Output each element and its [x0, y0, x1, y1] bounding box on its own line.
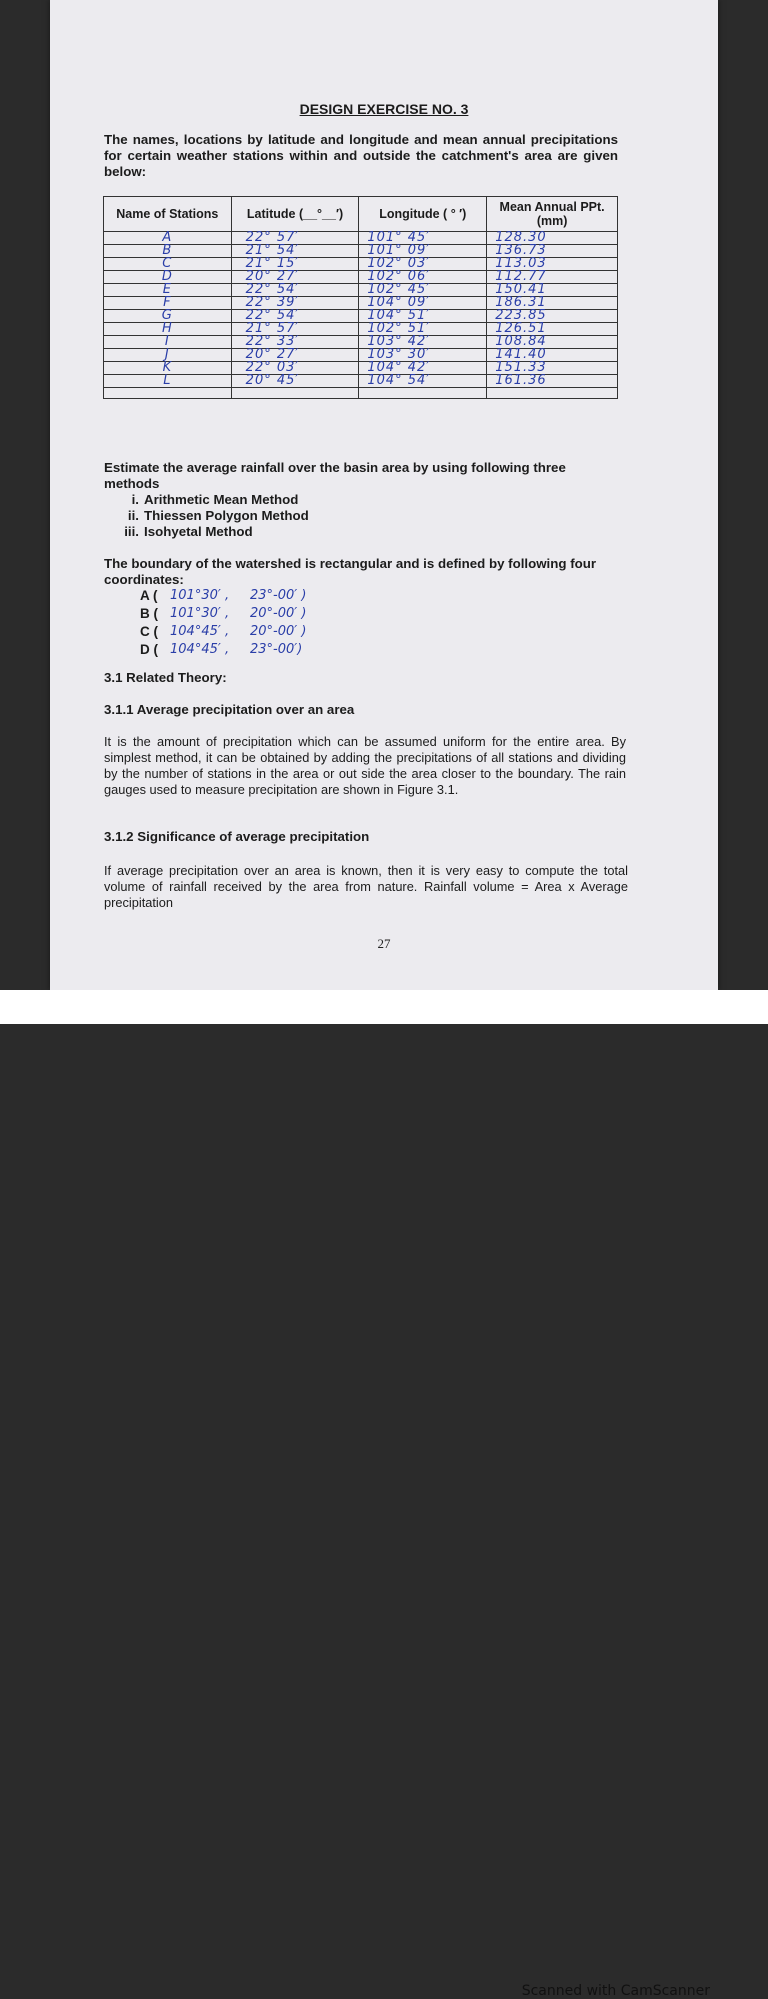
mean-ppt-cell: 136.73 — [487, 245, 618, 258]
section-heading-3-1-1: 3.1.1 Average precipitation over an area — [104, 702, 355, 717]
header-longitude: Longitude ( ° ′) — [359, 197, 487, 232]
station-name-cell: H — [104, 323, 232, 336]
stations-table — [103, 196, 618, 399]
coordinate-row — [140, 588, 440, 606]
list-label: Thiessen Polygon Method — [144, 508, 309, 523]
latitude-cell: 22° 54′ — [231, 284, 359, 297]
coordinate-lon: 101°30′ , — [170, 588, 230, 603]
latitude-cell: 22° 39′ — [231, 297, 359, 310]
table-cell — [359, 388, 487, 399]
station-name-cell: F — [104, 297, 232, 310]
mean-ppt-cell: 150.41 — [487, 284, 618, 297]
list-item — [104, 524, 309, 540]
table-row — [104, 375, 618, 388]
header-latitude: Latitude (__°__′) — [231, 197, 359, 232]
mean-ppt-cell: 128.30 — [487, 232, 618, 245]
station-name-cell: B — [104, 245, 232, 258]
mean-ppt-cell: 126.51 — [487, 323, 618, 336]
coordinate-label: D ( — [140, 642, 158, 657]
table-row-blank — [104, 388, 618, 399]
scanner-watermark: Scanned with CamScanner — [521, 1983, 710, 1999]
longitude-cell: 102° 45′ — [359, 284, 487, 297]
table-cell — [487, 388, 618, 399]
list-label: Isohyetal Method — [144, 524, 253, 539]
table-cell — [231, 388, 359, 399]
methods-list — [104, 492, 309, 540]
mean-ppt-cell: 108.84 — [487, 336, 618, 349]
coordinate-lon: 101°30′ , — [170, 606, 230, 621]
station-name-cell: L — [104, 375, 232, 388]
coordinates-list — [140, 588, 440, 660]
latitude-cell: 20° 45′ — [231, 375, 359, 388]
latitude-cell: 21° 57′ — [231, 323, 359, 336]
list-item — [104, 492, 309, 508]
station-name-cell: A — [104, 232, 232, 245]
list-number: iii. — [124, 524, 139, 539]
longitude-cell: 102° 51′ — [359, 323, 487, 336]
station-name-cell: I — [104, 336, 232, 349]
table-cell — [104, 388, 232, 399]
boundary-paragraph: The boundary of the watershed is rectangular and is defined by following four coordinates: — [104, 556, 597, 587]
coordinate-row — [140, 642, 440, 660]
coordinate-row — [140, 606, 440, 624]
station-name-cell: D — [104, 271, 232, 284]
section-heading-3-1: 3.1 Related Theory: — [104, 670, 227, 685]
list-label: Arithmetic Mean Method — [144, 492, 299, 507]
mean-ppt-cell: 151.33 — [487, 362, 618, 375]
longitude-cell: 101° 45′ — [359, 232, 487, 245]
document-page — [50, 0, 718, 990]
longitude-cell: 103° 30′ — [359, 349, 487, 362]
station-name-cell: E — [104, 284, 232, 297]
longitude-cell: 104° 51′ — [359, 310, 487, 323]
header-station-name: Name of Stations — [104, 197, 232, 232]
longitude-cell: 104° 54′ — [359, 375, 487, 388]
coordinate-lat: 20°-00′ ) — [250, 606, 307, 621]
paragraph-3-1-1: It is the amount of precipitation which can be assumed uniform for the entire area. By simplest method, it can be obtained by adding the precipitations of all stations and dividing by the number of stations in the area or out side the area closer to the boundary. The rain gauges used to measure precipitation are shown in Figure 3.1. — [104, 734, 626, 797]
page-number: 27 — [377, 936, 391, 951]
page-title: DESIGN EXERCISE NO. 3 — [299, 101, 469, 117]
scanner-footer — [0, 990, 768, 1999]
latitude-cell: 22° 33′ — [231, 336, 359, 349]
mean-ppt-cell: 141.40 — [487, 349, 618, 362]
mean-ppt-cell: 186.31 — [487, 297, 618, 310]
latitude-cell: 22° 03′ — [231, 362, 359, 375]
longitude-cell: 102° 06′ — [359, 271, 487, 284]
list-item — [104, 508, 309, 524]
latitude-cell: 20° 27′ — [231, 349, 359, 362]
header-mean-ppt: Mean Annual PPt. (mm) — [487, 197, 618, 232]
longitude-cell: 104° 09′ — [359, 297, 487, 310]
station-name-cell: G — [104, 310, 232, 323]
table-header-row — [104, 197, 618, 232]
mean-ppt-cell: 112.77 — [487, 271, 618, 284]
latitude-cell: 22° 54′ — [231, 310, 359, 323]
list-number: i. — [131, 492, 139, 507]
longitude-cell: 103° 42′ — [359, 336, 487, 349]
latitude-cell: 20° 27′ — [231, 271, 359, 284]
table-body — [104, 232, 618, 399]
longitude-cell: 104° 42′ — [359, 362, 487, 375]
station-name-cell: C — [104, 258, 232, 271]
paragraph-3-1-2: If average precipitation over an area is known, then it is very easy to compute the total volume of rainfall received by the area from nature. Rainfall volume = Area x Average precipitation — [104, 863, 628, 910]
longitude-cell: 101° 09′ — [359, 245, 487, 258]
coordinate-label: B ( — [140, 606, 158, 621]
coordinate-lon: 104°45′ , — [170, 624, 230, 639]
latitude-cell: 21° 15′ — [231, 258, 359, 271]
mean-ppt-cell: 223.85 — [487, 310, 618, 323]
coordinate-label: C ( — [140, 624, 158, 639]
coordinate-lat: 20°-00′ ) — [250, 624, 307, 639]
longitude-cell: 102° 03′ — [359, 258, 487, 271]
coordinate-label: A ( — [140, 588, 158, 603]
latitude-cell: 22° 57′ — [231, 232, 359, 245]
mean-ppt-cell: 113.03 — [487, 258, 618, 271]
station-name-cell: K — [104, 362, 232, 375]
estimate-paragraph: Estimate the average rainfall over the basin area by using following three methods — [104, 460, 566, 491]
intro-paragraph: The names, locations by latitude and longitude and mean annual precipitations for certain weather stations within and outside the catchment's area are given below: — [104, 132, 618, 179]
station-name-cell: J — [104, 349, 232, 362]
section-heading-3-1-2: 3.1.2 Significance of average precipitation — [104, 829, 370, 844]
coordinate-row — [140, 624, 440, 642]
mean-ppt-cell: 161.36 — [487, 375, 618, 388]
latitude-cell: 21° 54′ — [231, 245, 359, 258]
list-number: ii. — [127, 508, 139, 523]
coordinate-lat: 23°-00′) — [250, 642, 303, 657]
coordinate-lon: 104°45′ , — [170, 642, 230, 657]
coordinate-lat: 23°-00′ ) — [250, 588, 307, 603]
